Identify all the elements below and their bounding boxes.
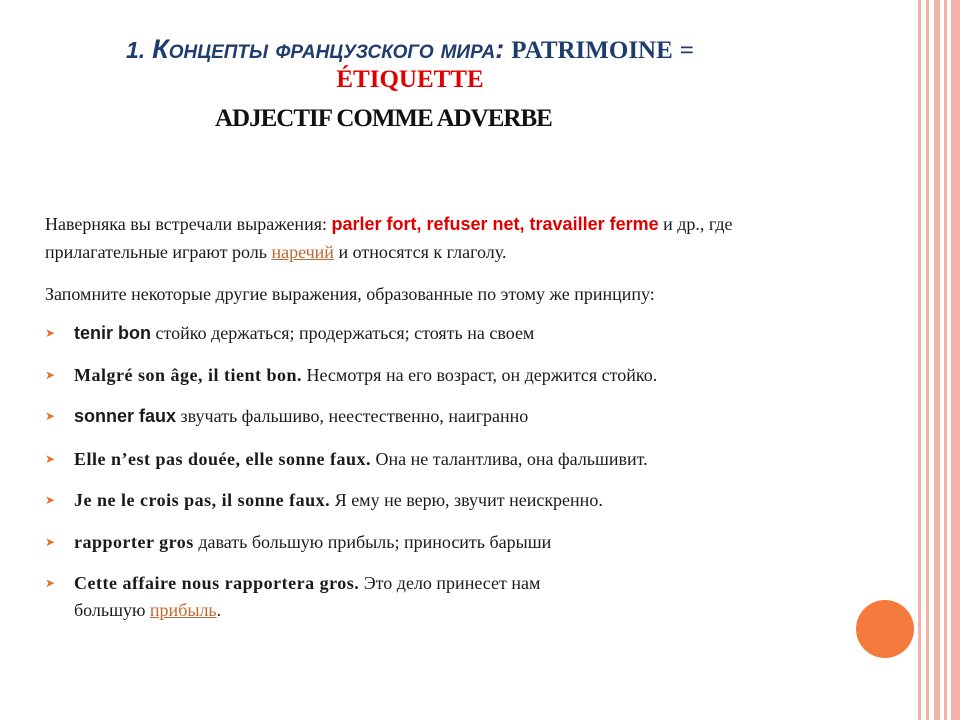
- title-number: 1.: [126, 37, 146, 63]
- list-item: [45, 570, 865, 624]
- intro-paragraph: [45, 210, 845, 266]
- list-item: [45, 362, 865, 389]
- chevron-right-icon: ➤: [45, 493, 56, 507]
- title-lead: Концепты французского: [152, 34, 434, 64]
- item-translation: Я ему не верю, звучит неискренно.: [330, 490, 603, 510]
- stripe: [918, 0, 921, 720]
- list-item: [45, 320, 865, 347]
- item-term: sonner faux: [74, 406, 177, 426]
- stripe: [926, 0, 929, 720]
- item-term: Elle n’est pas douée, elle sonne faux.: [74, 449, 372, 469]
- link-narechiy[interactable]: наречий: [271, 242, 334, 262]
- intro-text-after: и относятся к глаголу.: [333, 242, 507, 262]
- decorative-stripes: [918, 0, 960, 720]
- title-mid: мира:: [440, 34, 505, 64]
- item-line2-after: .: [216, 600, 222, 620]
- link-pribyl[interactable]: прибыль: [149, 600, 217, 620]
- list-item: [45, 446, 865, 473]
- item-term: Je ne le crois pas, il sonne faux.: [74, 490, 331, 510]
- stripe: [951, 0, 960, 720]
- item-translation: Это дело принесет нам: [359, 573, 541, 593]
- item-term: Malgré son âge, il tient bon.: [74, 365, 302, 385]
- list-item: [45, 487, 865, 514]
- title-patrimoine: PATRIMOINE: [511, 37, 673, 64]
- intro-examples: parler fort, refuser net, travailler ferme: [331, 214, 659, 234]
- chevron-right-icon: ➤: [45, 535, 56, 549]
- item-term: Cette affaire nous rapportera gros.: [74, 573, 360, 593]
- item-translation: Несмотря на его возраст, он держится стойко.: [302, 365, 658, 385]
- slide-title: [0, 34, 820, 65]
- item-translation: давать большую прибыль; приносить барыши: [193, 532, 552, 552]
- list-item: [45, 529, 865, 556]
- list-item: [45, 403, 865, 430]
- title-equals: =: [679, 37, 694, 64]
- chevron-right-icon: ➤: [45, 326, 56, 340]
- item-translation: звучать фальшиво, неестественно, наигранно: [176, 406, 529, 426]
- intro-text-middle: и др., где прилагательные играют роль: [45, 214, 733, 262]
- stripe: [934, 0, 940, 720]
- prompt-paragraph: Запомните некоторые другие выражения, образованные по этому же принципу:: [45, 284, 655, 304]
- item-translation: Она не талантлива, она фальшивит.: [371, 449, 648, 469]
- item-line2-before: большую: [74, 600, 150, 620]
- slide-subtitle: ADJECTIF COMME ADVERBE: [215, 105, 552, 132]
- title-etiquette: ÉTIQUETTE: [336, 66, 484, 93]
- chevron-right-icon: ➤: [45, 452, 56, 466]
- chevron-right-icon: ➤: [45, 409, 56, 423]
- intro-text-before: Наверняка вы встречали выражения:: [45, 214, 332, 234]
- chevron-right-icon: ➤: [45, 368, 56, 382]
- item-translation: стойко держаться; продержаться; стоять на своем: [151, 323, 535, 343]
- chevron-right-icon: ➤: [45, 576, 56, 590]
- item-term: tenir bon: [74, 323, 151, 343]
- item-term: rapporter gros: [74, 532, 194, 552]
- decorative-circle: [856, 600, 914, 658]
- stripe: [944, 0, 947, 720]
